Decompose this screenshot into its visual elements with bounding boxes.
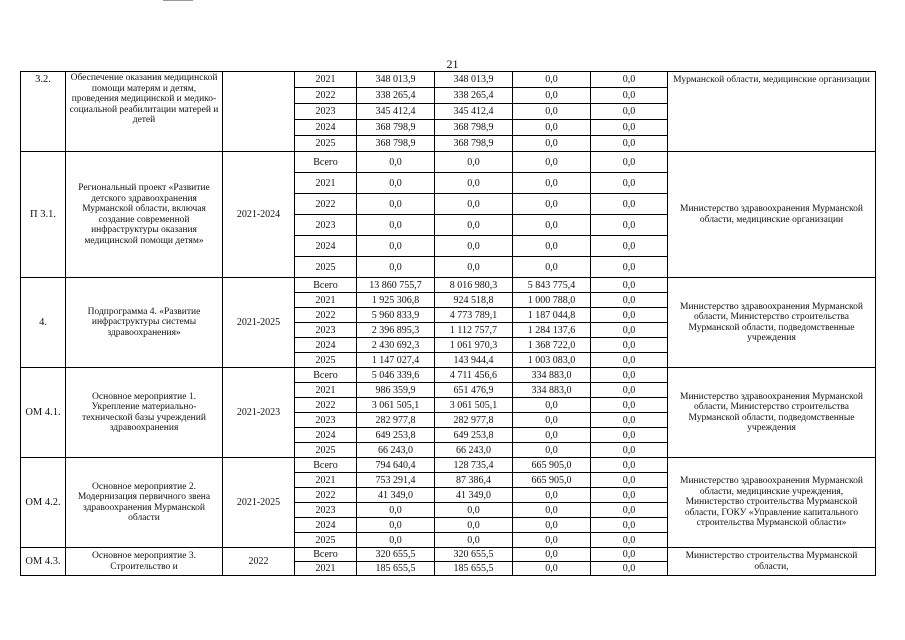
other-sources-cell: 0,0	[591, 383, 668, 398]
item-period: 2022	[223, 548, 295, 576]
table-row	[21, 458, 876, 473]
item-number: ОМ 4.3.	[21, 548, 66, 576]
year-cell: 2024	[295, 428, 357, 443]
year-cell: Всего	[295, 152, 357, 173]
other-sources-cell: 0,0	[591, 278, 668, 293]
total-cell: 5 960 833,9	[357, 308, 435, 323]
federal-budget-cell: 1 284 137,6	[513, 323, 591, 338]
other-sources-cell: 0,0	[591, 458, 668, 473]
item-period: 2021-2025	[223, 278, 295, 368]
year-cell: Всего	[295, 548, 357, 562]
item-name: Основное мероприятие 1. Укрепление материально-технической базы учреждений здравоохранения	[66, 368, 223, 458]
regional-budget-cell: 0,0	[435, 533, 513, 548]
regional-budget-cell: 128 735,4	[435, 458, 513, 473]
regional-budget-cell: 338 265,4	[435, 88, 513, 104]
regional-budget-cell: 0,0	[435, 236, 513, 257]
regional-budget-cell: 8 016 980,3	[435, 278, 513, 293]
total-cell: 1 925 306,8	[357, 293, 435, 308]
year-cell: 2023	[295, 503, 357, 518]
total-cell: 0,0	[357, 173, 435, 194]
year-cell: 2025	[295, 443, 357, 458]
regional-budget-cell: 320 655,5	[435, 548, 513, 562]
other-sources-cell: 0,0	[591, 413, 668, 428]
regional-budget-cell: 1 061 970,3	[435, 338, 513, 353]
regional-budget-cell: 649 253,8	[435, 428, 513, 443]
federal-budget-cell: 0,0	[513, 152, 591, 173]
item-executors: Министерство здравоохранения Мурманской области, медицинские организации	[668, 152, 876, 278]
regional-budget-cell: 87 386,4	[435, 473, 513, 488]
federal-budget-cell: 0,0	[513, 173, 591, 194]
other-sources-cell: 0,0	[591, 533, 668, 548]
year-cell: 2021	[295, 72, 357, 88]
item-number: ОМ 4.2.	[21, 458, 66, 548]
regional-budget-cell: 368 798,9	[435, 120, 513, 136]
total-cell: 338 265,4	[357, 88, 435, 104]
total-cell: 0,0	[357, 533, 435, 548]
federal-budget-cell: 0,0	[513, 503, 591, 518]
other-sources-cell: 0,0	[591, 194, 668, 215]
table-row	[21, 368, 876, 383]
year-cell: 2022	[295, 88, 357, 104]
other-sources-cell: 0,0	[591, 215, 668, 236]
federal-budget-cell: 665 905,0	[513, 473, 591, 488]
total-cell: 348 013,9	[357, 72, 435, 88]
other-sources-cell: 0,0	[591, 473, 668, 488]
other-sources-cell: 0,0	[591, 368, 668, 383]
year-cell: 2022	[295, 308, 357, 323]
total-cell: 368 798,9	[357, 136, 435, 152]
year-cell: 2025	[295, 257, 357, 278]
federal-budget-cell: 0,0	[513, 215, 591, 236]
regional-budget-cell: 0,0	[435, 215, 513, 236]
year-cell: 2023	[295, 104, 357, 120]
federal-budget-cell: 0,0	[513, 562, 591, 576]
year-cell: 2021	[295, 173, 357, 194]
federal-budget-cell: 0,0	[513, 236, 591, 257]
total-cell: 0,0	[357, 257, 435, 278]
total-cell: 0,0	[357, 194, 435, 215]
other-sources-cell: 0,0	[591, 488, 668, 503]
total-cell: 185 655,5	[357, 562, 435, 576]
item-name: Основное мероприятие 3. Строительство и	[66, 548, 223, 576]
page-number: 21	[446, 57, 459, 71]
other-sources-cell: 0,0	[591, 173, 668, 194]
federal-budget-cell: 0,0	[513, 443, 591, 458]
total-cell: 649 253,8	[357, 428, 435, 443]
year-cell: 2022	[295, 398, 357, 413]
federal-budget-cell: 0,0	[513, 72, 591, 88]
other-sources-cell: 0,0	[591, 443, 668, 458]
total-cell: 368 798,9	[357, 120, 435, 136]
year-cell: 2021	[295, 293, 357, 308]
federal-budget-cell: 1 368 722,0	[513, 338, 591, 353]
item-name: Основное мероприятие 2. Модернизация первичного звена здравоохранения Мурманской области	[66, 458, 223, 548]
federal-budget-cell: 665 905,0	[513, 458, 591, 473]
regional-budget-cell: 0,0	[435, 152, 513, 173]
other-sources-cell: 0,0	[591, 503, 668, 518]
regional-budget-cell: 348 013,9	[435, 72, 513, 88]
item-number: П 3.1.	[21, 152, 66, 278]
other-sources-cell: 0,0	[591, 120, 668, 136]
item-name: Подпрограмма 4. «Развитие инфраструктуры системы здравоохранения»	[66, 278, 223, 368]
total-cell: 1 147 027,4	[357, 353, 435, 368]
other-sources-cell: 0,0	[591, 323, 668, 338]
federal-budget-cell: 0,0	[513, 533, 591, 548]
item-name: Региональный проект «Развитие детского здравоохранения Мурманской области, включая создание современной инфраструктуры оказания медицинской помощи детям»	[66, 152, 223, 278]
total-cell: 320 655,5	[357, 548, 435, 562]
federal-budget-cell: 1 187 044,8	[513, 308, 591, 323]
total-cell: 0,0	[357, 503, 435, 518]
year-cell: Всего	[295, 278, 357, 293]
year-cell: 2022	[295, 488, 357, 503]
year-cell: Всего	[295, 368, 357, 383]
federal-budget-cell: 1 003 083,0	[513, 353, 591, 368]
regional-budget-cell: 3 061 505,1	[435, 398, 513, 413]
other-sources-cell: 0,0	[591, 548, 668, 562]
item-number: 4.	[21, 278, 66, 368]
other-sources-cell: 0,0	[591, 398, 668, 413]
federal-budget-cell: 0,0	[513, 194, 591, 215]
total-cell: 41 349,0	[357, 488, 435, 503]
total-cell: 0,0	[357, 152, 435, 173]
federal-budget-cell: 0,0	[513, 413, 591, 428]
item-period	[223, 72, 295, 152]
federal-budget-cell: 0,0	[513, 104, 591, 120]
other-sources-cell: 0,0	[591, 562, 668, 576]
federal-budget-cell: 5 843 775,4	[513, 278, 591, 293]
other-sources-cell: 0,0	[591, 136, 668, 152]
regional-budget-cell: 368 798,9	[435, 136, 513, 152]
regional-budget-cell: 924 518,8	[435, 293, 513, 308]
regional-budget-cell: 0,0	[435, 194, 513, 215]
year-cell: 2023	[295, 413, 357, 428]
item-name: Обеспечение оказания медицинской помощи матерям и детям, проведения медицинской и медико-социальной реабилитации матерей и детей	[66, 72, 223, 152]
other-sources-cell: 0,0	[591, 353, 668, 368]
federal-budget-cell: 334 883,0	[513, 383, 591, 398]
year-cell: 2024	[295, 120, 357, 136]
regional-budget-cell: 0,0	[435, 518, 513, 533]
other-sources-cell: 0,0	[591, 72, 668, 88]
total-cell: 345 412,4	[357, 104, 435, 120]
item-executors: Мурманской области, медицинские организации	[668, 72, 876, 152]
other-sources-cell: 0,0	[591, 236, 668, 257]
regional-budget-cell: 345 412,4	[435, 104, 513, 120]
regional-budget-cell: 41 349,0	[435, 488, 513, 503]
other-sources-cell: 0,0	[591, 257, 668, 278]
item-number: 3.2.	[21, 72, 66, 152]
year-cell: 2021	[295, 562, 357, 576]
total-cell: 986 359,9	[357, 383, 435, 398]
table-row	[21, 152, 876, 173]
total-cell: 794 640,4	[357, 458, 435, 473]
regional-budget-cell: 1 112 757,7	[435, 323, 513, 338]
federal-budget-cell: 0,0	[513, 398, 591, 413]
federal-budget-cell: 0,0	[513, 428, 591, 443]
year-cell: Всего	[295, 458, 357, 473]
federal-budget-cell: 0,0	[513, 88, 591, 104]
year-cell: 2024	[295, 236, 357, 257]
year-cell: 2021	[295, 473, 357, 488]
regional-budget-cell: 185 655,5	[435, 562, 513, 576]
total-cell: 66 243,0	[357, 443, 435, 458]
other-sources-cell: 0,0	[591, 518, 668, 533]
regional-budget-cell: 0,0	[435, 173, 513, 194]
federal-budget-cell: 0,0	[513, 136, 591, 152]
year-cell: 2023	[295, 215, 357, 236]
other-sources-cell: 0,0	[591, 308, 668, 323]
other-sources-cell: 0,0	[591, 338, 668, 353]
federal-budget-cell: 0,0	[513, 120, 591, 136]
regional-budget-cell: 66 243,0	[435, 443, 513, 458]
other-sources-cell: 0,0	[591, 428, 668, 443]
financing-table	[20, 71, 876, 576]
total-cell: 753 291,4	[357, 473, 435, 488]
federal-budget-cell: 1 000 788,0	[513, 293, 591, 308]
regional-budget-cell: 651 476,9	[435, 383, 513, 398]
regional-budget-cell: 4 773 789,1	[435, 308, 513, 323]
other-sources-cell: 0,0	[591, 152, 668, 173]
item-period: 2021-2025	[223, 458, 295, 548]
table-row	[21, 548, 876, 562]
item-period: 2021-2024	[223, 152, 295, 278]
total-cell: 282 977,8	[357, 413, 435, 428]
item-executors: Министерство здравоохранения Мурманской области, медицинские учреждения, Министерство строительства Мурманской области, ГОКУ «Управление капитального строительства Мурманской области»	[668, 458, 876, 548]
year-cell: 2025	[295, 136, 357, 152]
table-row	[21, 72, 876, 88]
total-cell: 2 396 895,3	[357, 323, 435, 338]
regional-budget-cell: 0,0	[435, 503, 513, 518]
federal-budget-cell: 0,0	[513, 488, 591, 503]
item-period: 2021-2023	[223, 368, 295, 458]
total-cell: 13 860 755,7	[357, 278, 435, 293]
regional-budget-cell: 0,0	[435, 257, 513, 278]
total-cell: 2 430 692,3	[357, 338, 435, 353]
federal-budget-cell: 0,0	[513, 518, 591, 533]
federal-budget-cell: 334 883,0	[513, 368, 591, 383]
federal-budget-cell: 0,0	[513, 257, 591, 278]
item-number: ОМ 4.1.	[21, 368, 66, 458]
regional-budget-cell: 4 711 456,6	[435, 368, 513, 383]
other-sources-cell: 0,0	[591, 104, 668, 120]
total-cell: 0,0	[357, 215, 435, 236]
regional-budget-cell: 143 944,4	[435, 353, 513, 368]
table-row	[21, 278, 876, 293]
other-sources-cell: 0,0	[591, 88, 668, 104]
total-cell: 5 046 339,6	[357, 368, 435, 383]
total-cell: 3 061 505,1	[357, 398, 435, 413]
total-cell: 0,0	[357, 518, 435, 533]
item-executors: Министерство здравоохранения Мурманской области, Министерство строительства Мурманской области, подведомственные учреждения	[668, 368, 876, 458]
item-executors: Министерство строительства Мурманской области,	[668, 548, 876, 576]
regional-budget-cell: 282 977,8	[435, 413, 513, 428]
year-cell: 2024	[295, 518, 357, 533]
year-cell: 2025	[295, 533, 357, 548]
year-cell: 2023	[295, 323, 357, 338]
item-executors: Министерство здравоохранения Мурманской области, Министерство строительства Мурманской области, подведомственные учреждения	[668, 278, 876, 368]
year-cell: 2024	[295, 338, 357, 353]
total-cell: 0,0	[357, 236, 435, 257]
federal-budget-cell: 0,0	[513, 548, 591, 562]
scan-artifact-line	[163, 0, 193, 1]
year-cell: 2021	[295, 383, 357, 398]
year-cell: 2022	[295, 194, 357, 215]
year-cell: 2025	[295, 353, 357, 368]
other-sources-cell: 0,0	[591, 293, 668, 308]
